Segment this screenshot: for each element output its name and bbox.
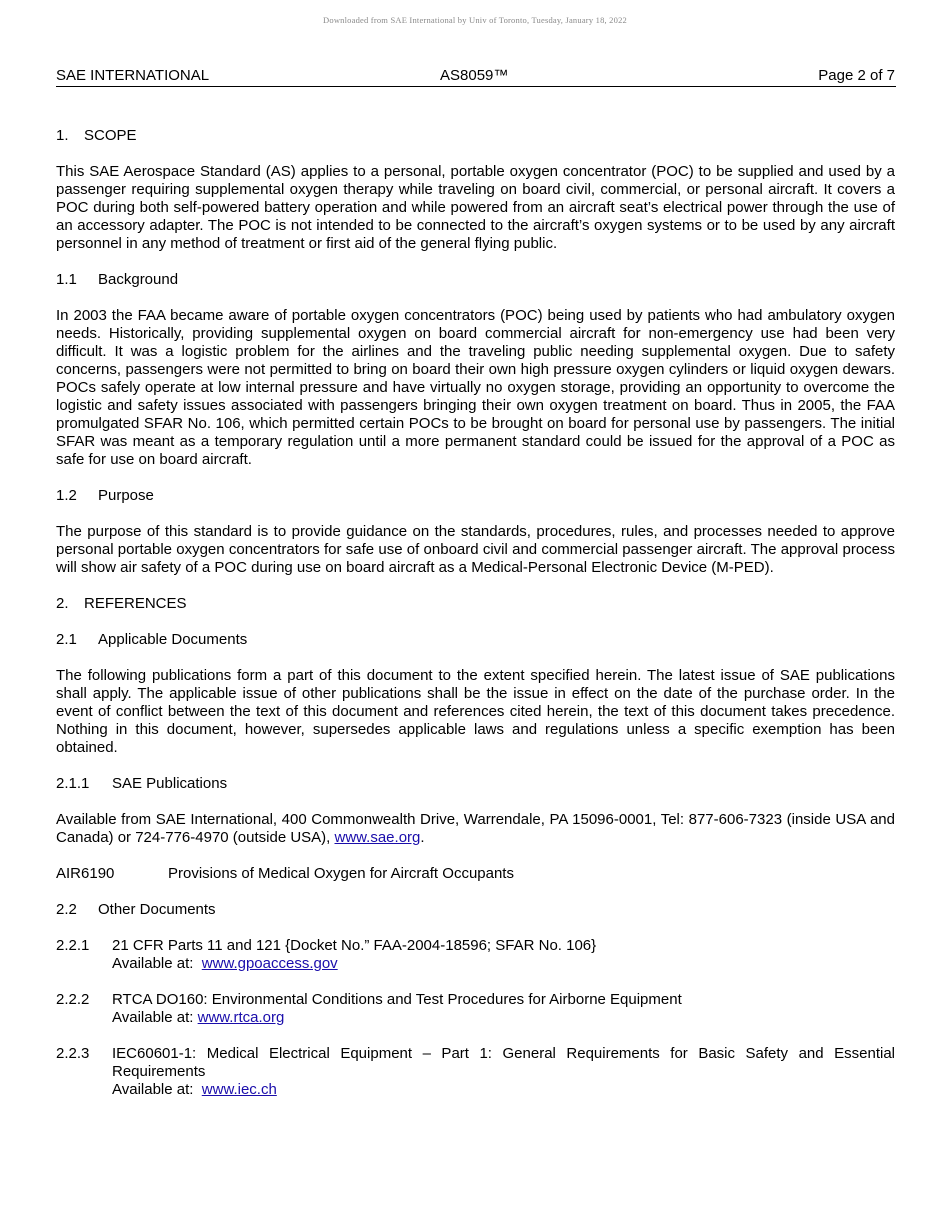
section-title: REFERENCES xyxy=(84,595,187,612)
section-scope-heading xyxy=(56,127,895,145)
item-title: 21 CFR Parts 11 and 121 {Docket No.” FAA-2004-18596; SFAR No. 106} xyxy=(112,937,597,954)
document-body xyxy=(56,127,895,1117)
header-organization: SAE INTERNATIONAL xyxy=(56,67,210,84)
section-references-heading xyxy=(56,595,895,613)
section-title: Applicable Documents xyxy=(98,631,248,648)
available-at-label: Available at: xyxy=(112,1081,202,1098)
item-number: 2.2.1 xyxy=(56,937,90,954)
sae-address-text: Available from SAE International, 400 Commonwealth Drive, Warrendale, PA 15096-0001, Tel: 877-606-7323 (inside USA and Canada) or 724-776-4970 (outside USA), xyxy=(56,811,895,846)
item-number: 2.2.2 xyxy=(56,991,90,1008)
section-number: 2.1 xyxy=(56,631,77,648)
page-header xyxy=(56,66,896,87)
other-document-item xyxy=(56,991,895,1027)
item-number: 2.2.3 xyxy=(56,1045,90,1062)
section-background-heading xyxy=(56,271,895,289)
applicable-documents-paragraph: The following publications form a part of this document to the extent specified herein. The latest issue of SAE publications shall apply. The applicable issue of other publications shall be the issue in effect on the date of the purchase order. In the event of conflict between the text of this document and references cited herein, the text of this document takes precedence. Nothing in this document, however, supersedes applicable laws and regulations unless a specific exemption has been obtained. xyxy=(56,667,895,756)
reference-code: AIR6190 xyxy=(56,865,115,882)
section-title: Background xyxy=(98,271,179,288)
section-sae-publications-heading xyxy=(56,775,895,793)
section-number: 2. xyxy=(56,595,69,612)
other-document-item xyxy=(56,937,895,973)
item-availability xyxy=(112,955,895,973)
item-title: IEC60601-1: Medical Electrical Equipment – Part 1: General Requirements for Basic Safety and Essential Requirements xyxy=(112,1045,895,1080)
reference-title: Provisions of Medical Oxygen for Aircraft Occupants xyxy=(168,865,514,882)
section-number: 2.2 xyxy=(56,901,77,918)
section-number: 1. xyxy=(56,127,69,144)
iec-link[interactable]: www.iec.ch xyxy=(201,1081,277,1098)
section-number: 2.1.1 xyxy=(56,775,90,792)
section-applicable-documents-heading xyxy=(56,631,895,649)
header-page-number: Page 2 of 7 xyxy=(818,67,895,84)
section-title: SAE Publications xyxy=(112,775,228,792)
reference-entry xyxy=(56,865,895,883)
section-purpose-heading xyxy=(56,487,895,505)
available-at-label: Available at: xyxy=(112,1009,198,1026)
item-title: RTCA DO160: Environmental Conditions and Test Procedures for Airborne Equipment xyxy=(112,991,682,1008)
section-title: Purpose xyxy=(98,487,154,504)
rtca-link[interactable]: www.rtca.org xyxy=(197,1009,285,1026)
item-availability xyxy=(112,1081,895,1099)
scope-paragraph: This SAE Aerospace Standard (AS) applies to a personal, portable oxygen concentrator (POC) to be supplied and used by a passenger requiring supplemental oxygen therapy while traveling on board civil, commercial, or personal aircraft. It covers a POC during both self-powered battery operation and while powered from an aircraft seat’s electrical power through the use of an accessory adapter. The POC is not intended to be connected to the aircraft’s oxygen systems or to be used by any aircraft personnel in any method of treatment or first aid of the general flying public. xyxy=(56,163,895,252)
available-at-label: Available at: xyxy=(112,955,202,972)
gpoaccess-link[interactable]: www.gpoaccess.gov xyxy=(201,955,338,972)
sae-website-link[interactable]: www.sae.org xyxy=(334,829,421,846)
section-title: Other Documents xyxy=(98,901,216,918)
download-watermark: Downloaded from SAE International by Univ of Toronto, Tuesday, January 18, 2022 xyxy=(323,15,627,25)
section-title: SCOPE xyxy=(84,127,137,144)
sae-publications-paragraph xyxy=(56,811,895,847)
other-document-item xyxy=(56,1045,895,1099)
purpose-paragraph: The purpose of this standard is to provide guidance on the standards, procedures, rules, and processes needed to approve personal portable oxygen concentrators for safe use of onboard civil and commercial passenger aircraft. The approval process will show air safety of a POC during use on board aircraft as a Medical-Personal Electronic Device (M-PED). xyxy=(56,523,895,576)
section-other-documents-heading xyxy=(56,901,895,919)
background-paragraph: In 2003 the FAA became aware of portable oxygen concentrators (POC) being used by patients who had ambulatory oxygen needs. Historically, providing supplemental oxygen on board commercial aircraft for non-emergency use had been very difficult. It was a logistic problem for the airlines and the traveling public needing supplemental oxygen. Due to safety concerns, passengers were not permitted to bring on board their own high pressure oxygen cylinders or liquid oxygen dewars. POCs safely operate at low internal pressure and have virtually no oxygen storage, providing an opportunity to overcome the logistic and safety issues associated with passengers bringing their own oxygen treatment on board. Thus in 2005, the FAA promulgated SFAR No. 106, which permitted certain POCs to be brought on board for personal use by passengers. The initial SFAR was meant as a temporary regulation until a more permanent standard could be issued for the approval of a POC as safe for use on board aircraft. xyxy=(56,307,895,468)
period-text: . xyxy=(420,829,425,846)
item-availability xyxy=(112,1009,895,1027)
section-number: 1.1 xyxy=(56,271,77,288)
header-document-id: AS8059™ xyxy=(440,67,509,84)
section-number: 1.2 xyxy=(56,487,77,504)
